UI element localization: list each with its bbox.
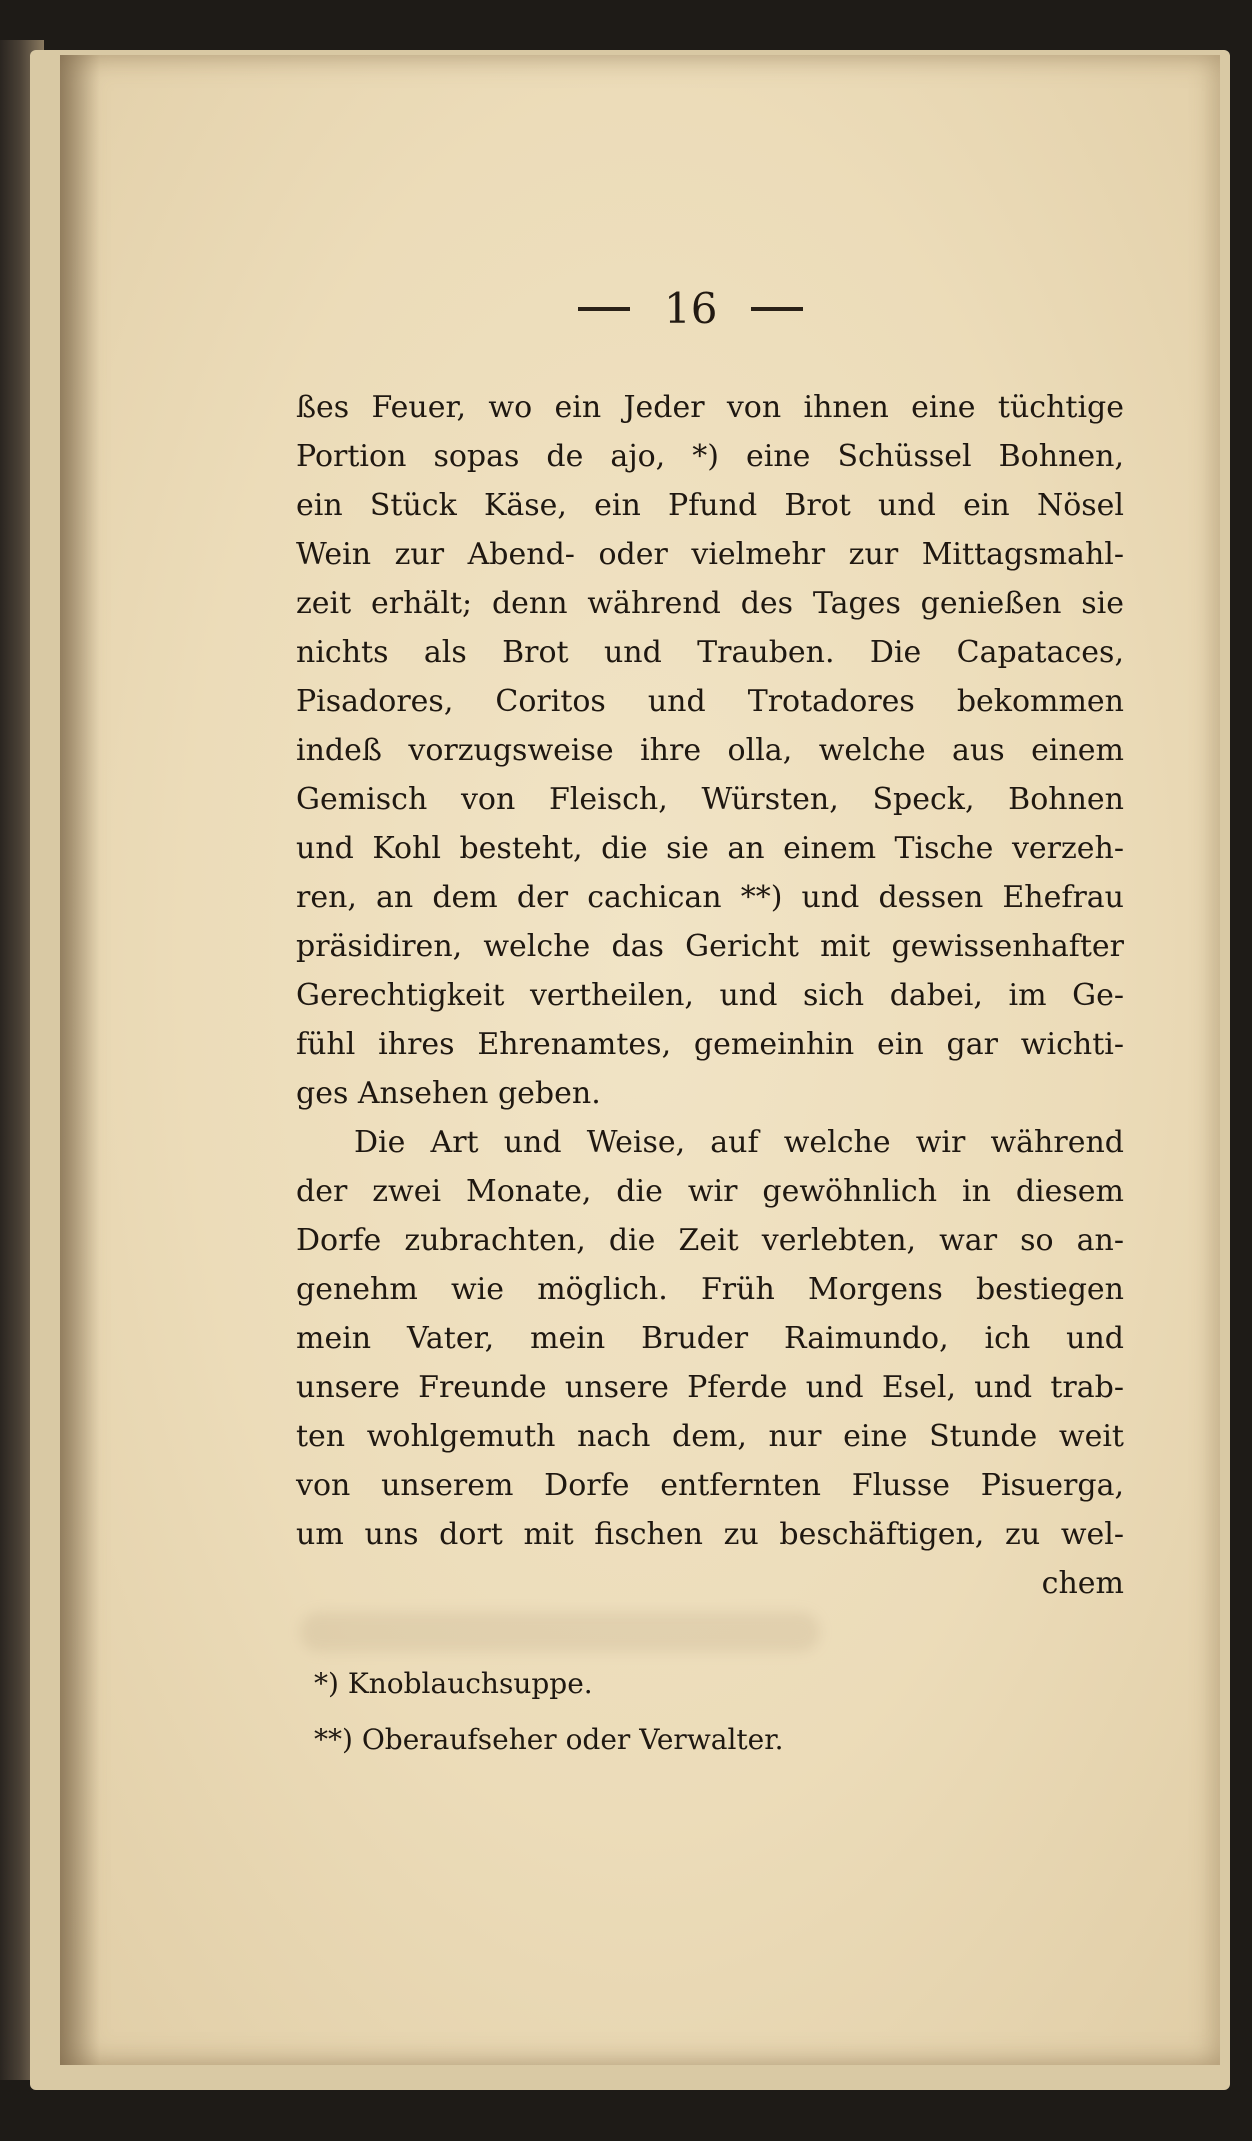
- spine-shadow: [60, 55, 100, 2065]
- text-line: indeß vorzugsweise ihre olla, welche aus einem: [296, 733, 1124, 768]
- text-line: Gemisch von Fleisch, Würsten, Speck, Bohnen: [296, 782, 1124, 817]
- text-line: mein Vater, mein Bruder Raimundo, ich und: [296, 1321, 1124, 1356]
- header-dash-left: [578, 307, 630, 311]
- text-line: ten wohlgemuth nach dem, nur eine Stunde weit: [296, 1419, 1124, 1454]
- text-line: präsidiren, welche das Gericht mit gewissenhafter: [296, 929, 1124, 964]
- footnote: *) Knoblauchsuppe.: [314, 1667, 593, 1700]
- text-line: Portion sopas de ajo, *) eine Schüssel Bohnen,: [296, 439, 1124, 474]
- body-text: [296, 383, 1124, 1608]
- text-line: Gerechtigkeit vertheilen, und sich dabei, im Ge-: [296, 978, 1124, 1013]
- header-dash-right: [751, 307, 803, 311]
- text-line: Wein zur Abend- oder vielmehr zur Mittagsmahl-: [296, 537, 1124, 572]
- text-line: genehm wie möglich. Früh Morgens bestiegen: [296, 1272, 1124, 1307]
- text-line: und Kohl besteht, die sie an einem Tische verzeh-: [296, 831, 1124, 866]
- text-line: Pisadores, Coritos und Trotadores bekommen: [296, 684, 1124, 719]
- text-line: der zwei Monate, die wir gewöhnlich in diesem: [296, 1174, 1124, 1209]
- catchword: chem: [1041, 1566, 1124, 1601]
- footnotes: [314, 1656, 1014, 1768]
- text-line: fühl ihres Ehrenamtes, gemeinhin ein gar wichti-: [296, 1027, 1124, 1062]
- text-line: unsere Freunde unsere Pferde und Esel, und trab-: [296, 1370, 1124, 1405]
- text-line: ren, an dem der cachican **) und dessen Ehefrau: [296, 880, 1124, 915]
- paragraph-start-line: Die Art und Weise, auf welche wir während: [354, 1125, 1124, 1160]
- bleed-through-smudge: [300, 1612, 820, 1652]
- footnote: **) Oberaufseher oder Verwalter.: [314, 1723, 784, 1756]
- text-line: ßes Feuer, wo ein Jeder von ihnen eine tüchtige: [296, 390, 1124, 425]
- text-line: von unserem Dorfe entfernten Flusse Pisuerga,: [296, 1468, 1124, 1503]
- text-line: um uns dort mit fischen zu beschäftigen, zu wel-: [296, 1517, 1124, 1552]
- text-line: nichts als Brot und Trauben. Die Capataces,: [296, 635, 1124, 670]
- page-header: [578, 284, 878, 333]
- text-line: zeit erhält; denn während des Tages genießen sie: [296, 586, 1124, 621]
- text-line: ein Stück Käse, ein Pfund Brot und ein Nösel: [296, 488, 1124, 523]
- paragraph-end-line: ges Ansehen geben.: [296, 1076, 601, 1111]
- page-number: 16: [664, 284, 718, 333]
- text-line: Dorfe zubrachten, die Zeit verlebten, war so an-: [296, 1223, 1124, 1258]
